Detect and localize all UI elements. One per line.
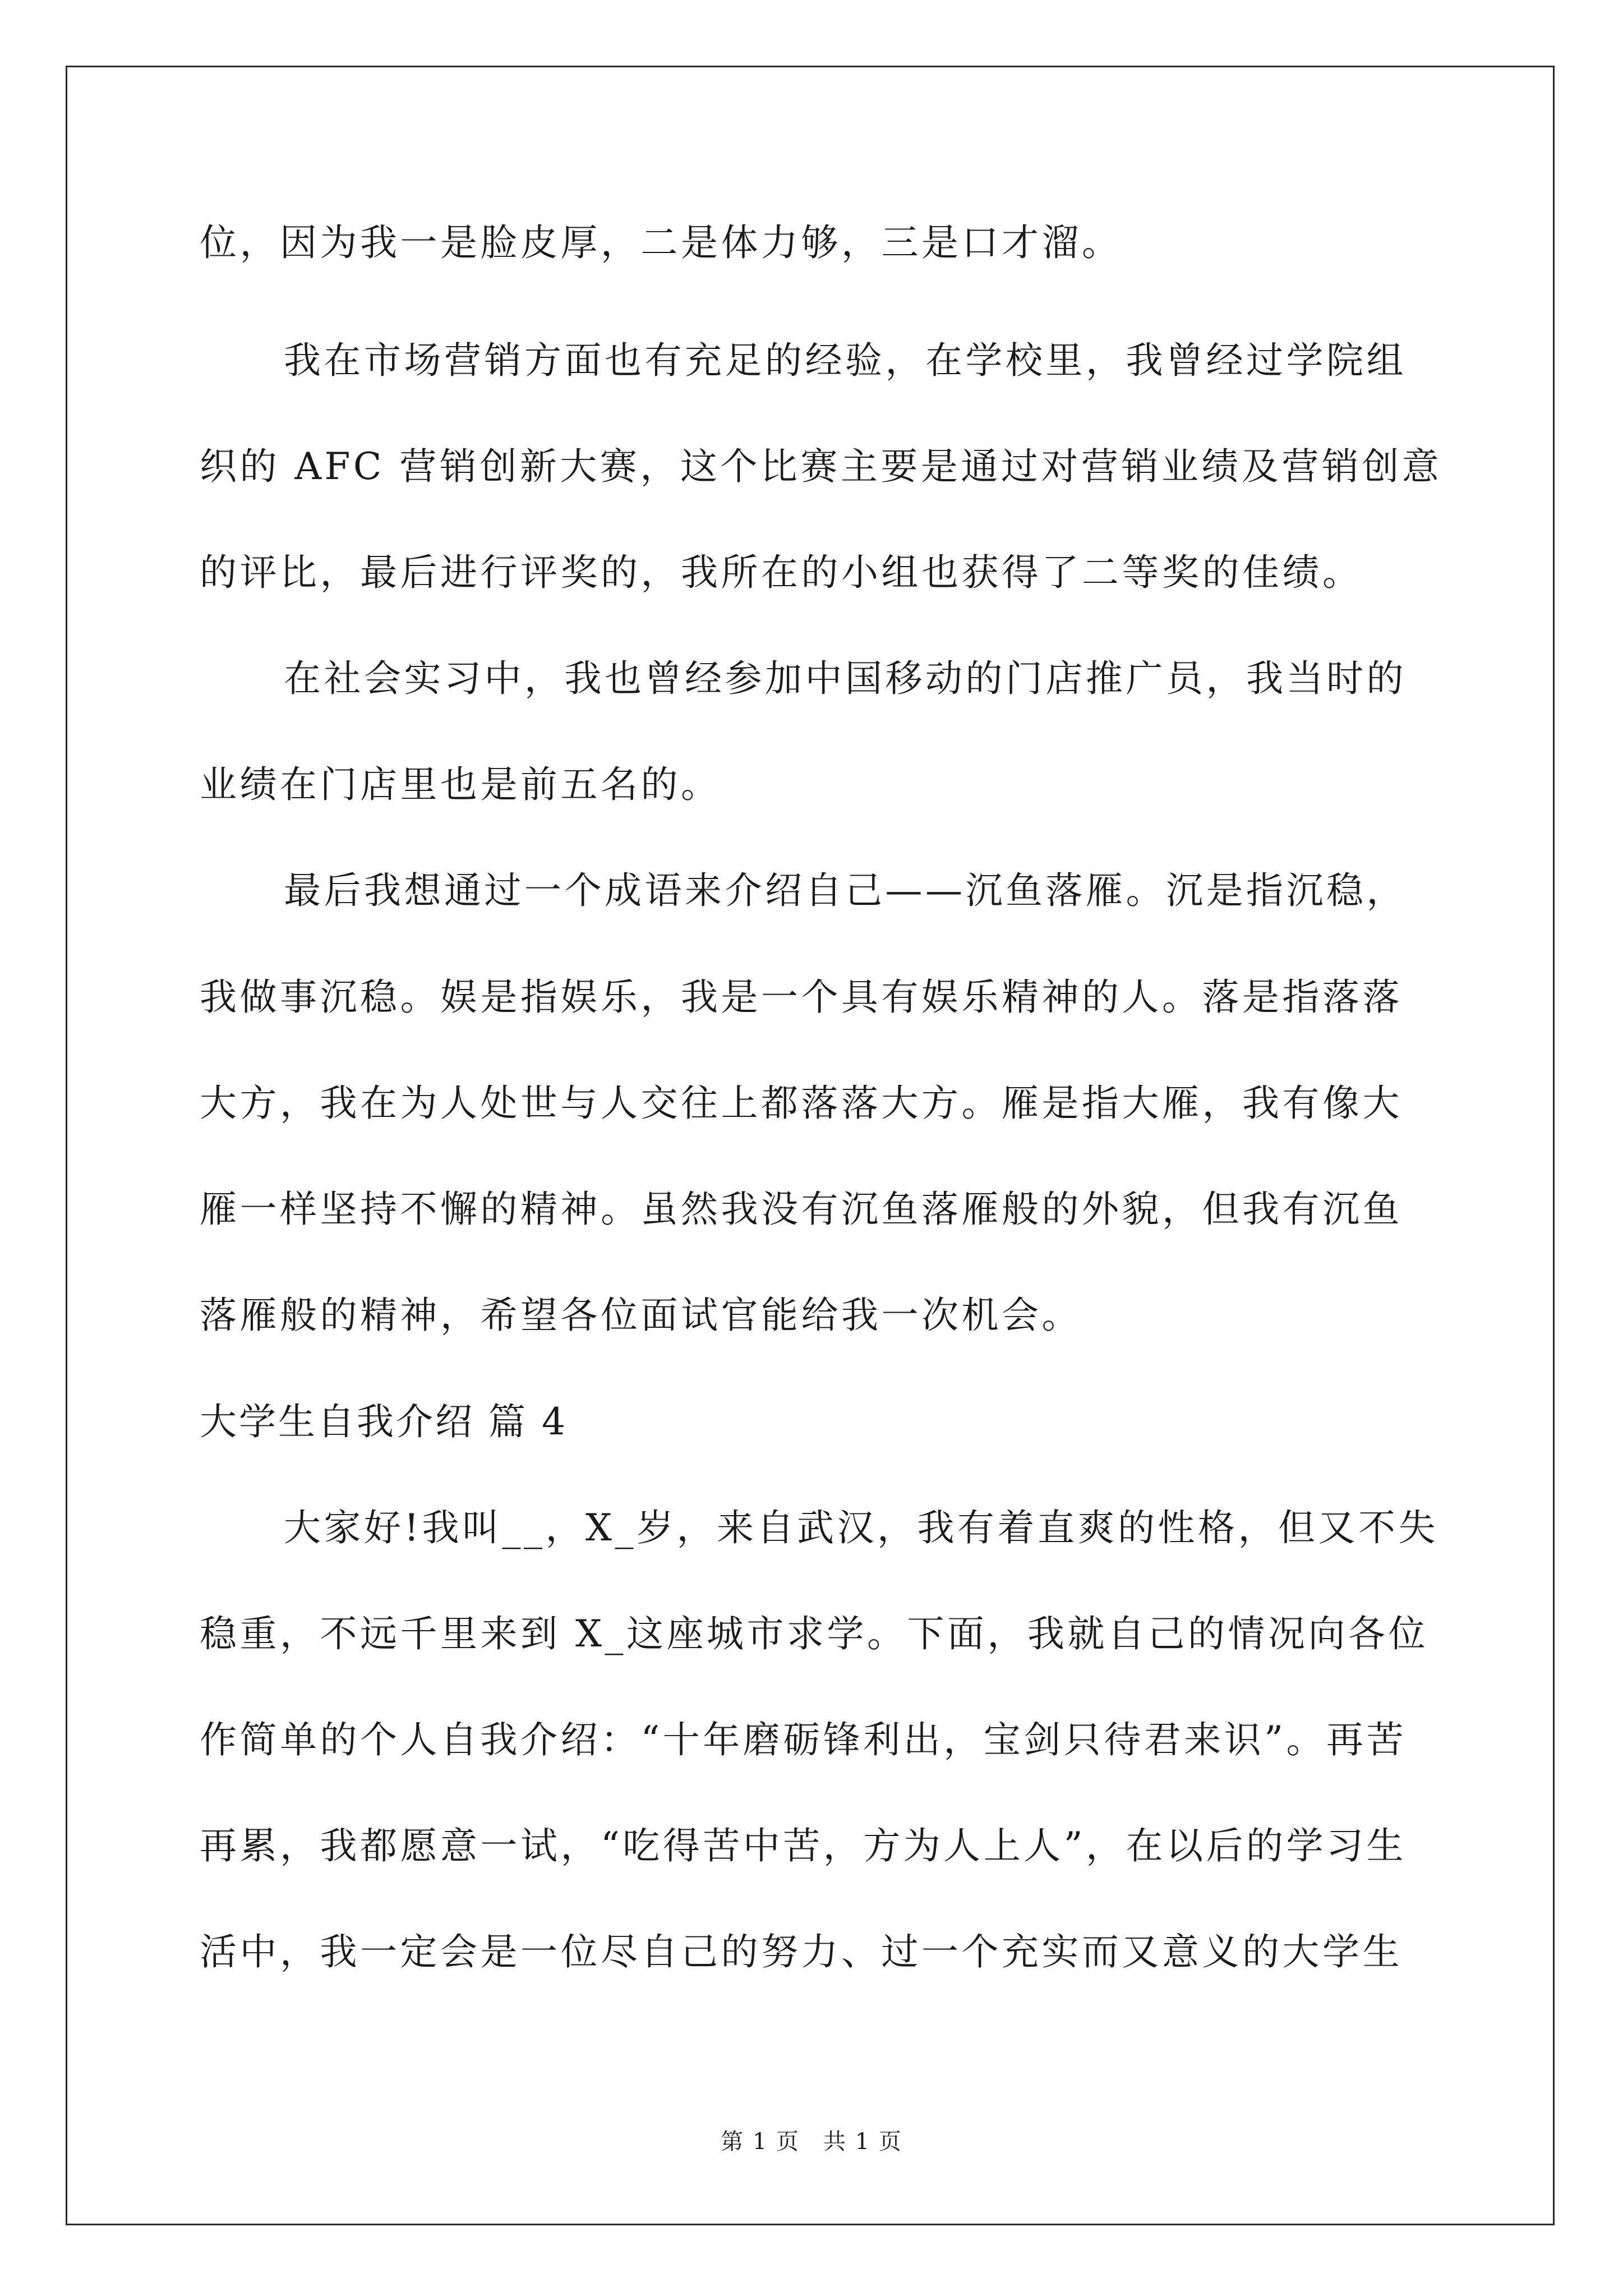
text-line-1: 位，因为我一是脸皮厚，二是体力够，三是口才溜。	[200, 221, 1122, 264]
page-border	[66, 66, 1555, 2225]
text-line-9: 大方，我在为人处世与人交往上都落落大方。雁是指大雁，我有像大	[200, 1082, 1403, 1125]
text-line-5: 在社会实习中，我也曾经参加中国移动的门店推广员，我当时的	[284, 657, 1407, 700]
page-number: 第 1 页 共 1 页	[721, 2129, 902, 2155]
text-line-6: 业绩在门店里也是前五名的。	[200, 763, 721, 806]
text-line-3: 织的 AFC 营销创新大赛，这个比赛主要是通过对营销业绩及营销创意	[200, 445, 1442, 488]
text-line-14: 作简单的个人自我介绍：“十年磨砺锋利出，宝剑只待君来识”。再苦	[200, 1718, 1407, 1761]
text-line-11: 落雁般的精神，希望各位面试官能给我一次机会。	[200, 1294, 1082, 1337]
text-line-13: 稳重，不远千里来到 X_这座城市求学。下面，我就自己的情况向各位	[200, 1612, 1428, 1655]
section-heading: 大学生自我介绍 篇 4	[200, 1400, 568, 1443]
text-line-8: 我做事沉稳。娱是指娱乐，我是一个具有娱乐精神的人。落是指落落	[200, 976, 1403, 1019]
text-line-2: 我在市场营销方面也有充足的经验，在学校里，我曾经过学院组	[284, 339, 1407, 382]
text-line-4: 的评比，最后进行评奖的，我所在的小组也获得了二等奖的佳绩。	[200, 551, 1363, 594]
text-line-7: 最后我想通过一个成语来介绍自己——沉鱼落雁。沉是指沉稳，	[284, 869, 1407, 912]
text-line-10: 雁一样坚持不懈的精神。虽然我没有沉鱼落雁般的外貌，但我有沉鱼	[200, 1188, 1403, 1231]
text-line-15: 再累，我都愿意一试，“吃得苦中苦，方为人上人”，在以后的学习生	[200, 1824, 1407, 1867]
text-line-12: 大家好!我叫__，X_岁，来自武汉，我有着直爽的性格，但又不失	[284, 1506, 1439, 1549]
text-line-16: 活中，我一定会是一位尽自己的努力、过一个充实而又意义的大学生	[200, 1930, 1403, 1973]
